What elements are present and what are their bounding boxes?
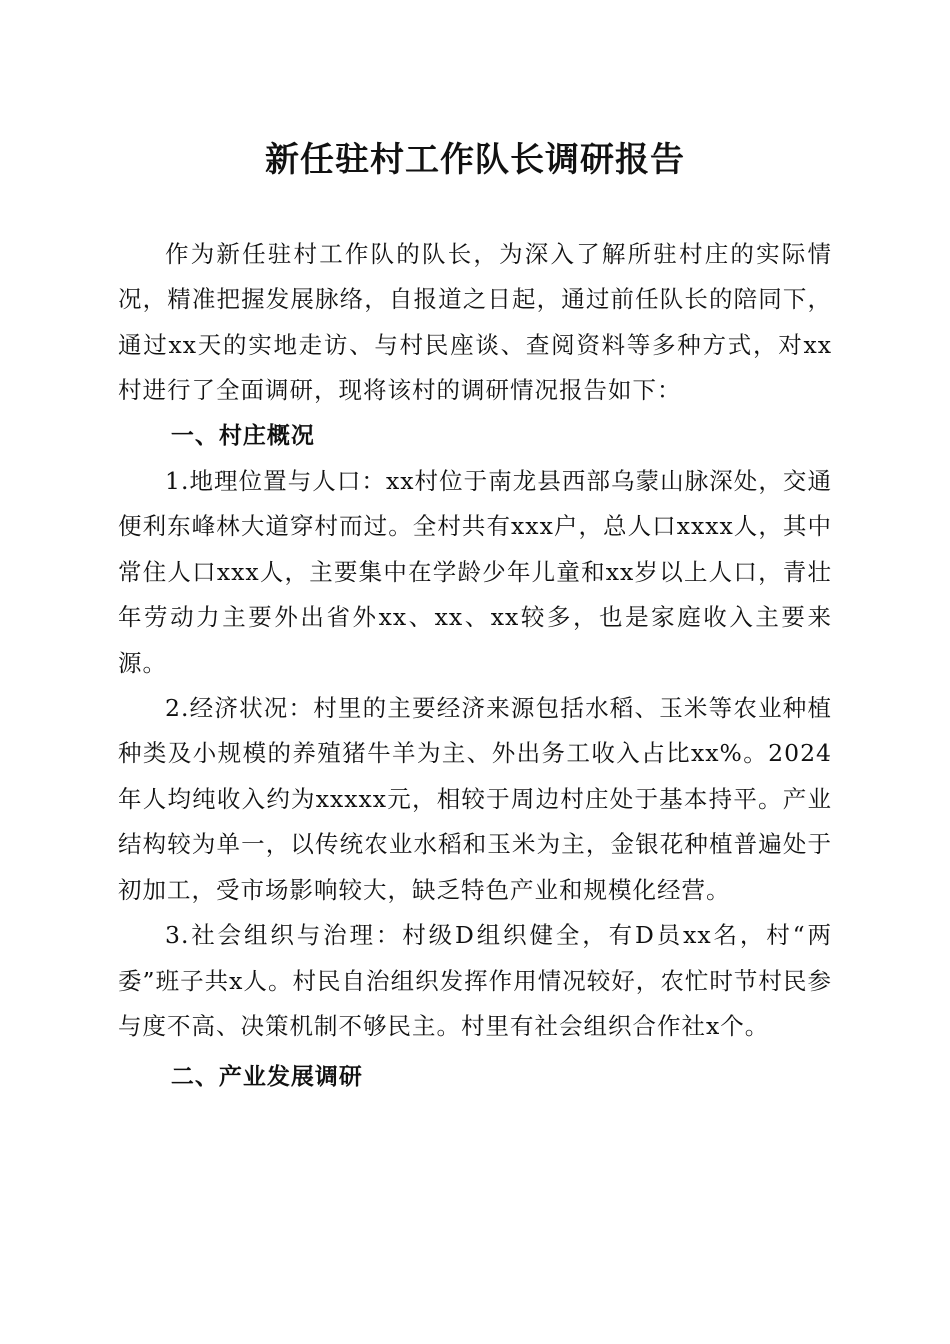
- paragraph-economic-status: 2.经济状况：村里的主要经济来源包括水稻、玉米等农业种植种类及小规模的养殖猪牛羊为主、外出务工收入占比xx%。2024年人均纯收入约为xxxxx元，相较于周边村庄处于基本持平。产业结构较为单一，以传统农业水稻和玉米为主，金银花种植普遍处于初加工，受市场影响较大，缺乏特色产业和规模化经营。: [118, 694, 832, 904]
- section-heading-village-overview: 一、村庄概况: [170, 422, 315, 449]
- paragraph-geography-population: 1.地理位置与人口：xx村位于南龙县西部乌蒙山脉深处，交通便利东峰林大道穿村而过。全村共有xxx户，总人口xxxx人，其中常住人口xxx人，主要集中在学龄少年儿童和xx岁以上人口，青壮年劳动力主要外出省外xx、xx、xx较多，也是家庭收入主要来源。: [118, 467, 832, 677]
- paragraph-social-organization: 3.社会组织与治理：村级D组织健全，有D员xx名，村“两委”班子共x人。村民自治组织发挥作用情况较好，农忙时节村民参与度不高、决策机制不够民主。村里有社会组织合作社x个。: [118, 921, 832, 1040]
- section-heading-industry-research: 二、产业发展调研: [170, 1064, 363, 1091]
- document-title: 新任驻村工作队长调研报告: [265, 140, 685, 180]
- document-body: [118, 232, 832, 1101]
- intro-paragraph: 作为新任驻村工作队的队长，为深入了解所驻村庄的实际情况，精准把握发展脉络，自报道之日起，通过前任队长的陪同下，通过xx天的实地走访、与村民座谈、查阅资料等多种方式，对xx村进行了全面调研，现将该村的调研情况报告如下：: [118, 240, 832, 405]
